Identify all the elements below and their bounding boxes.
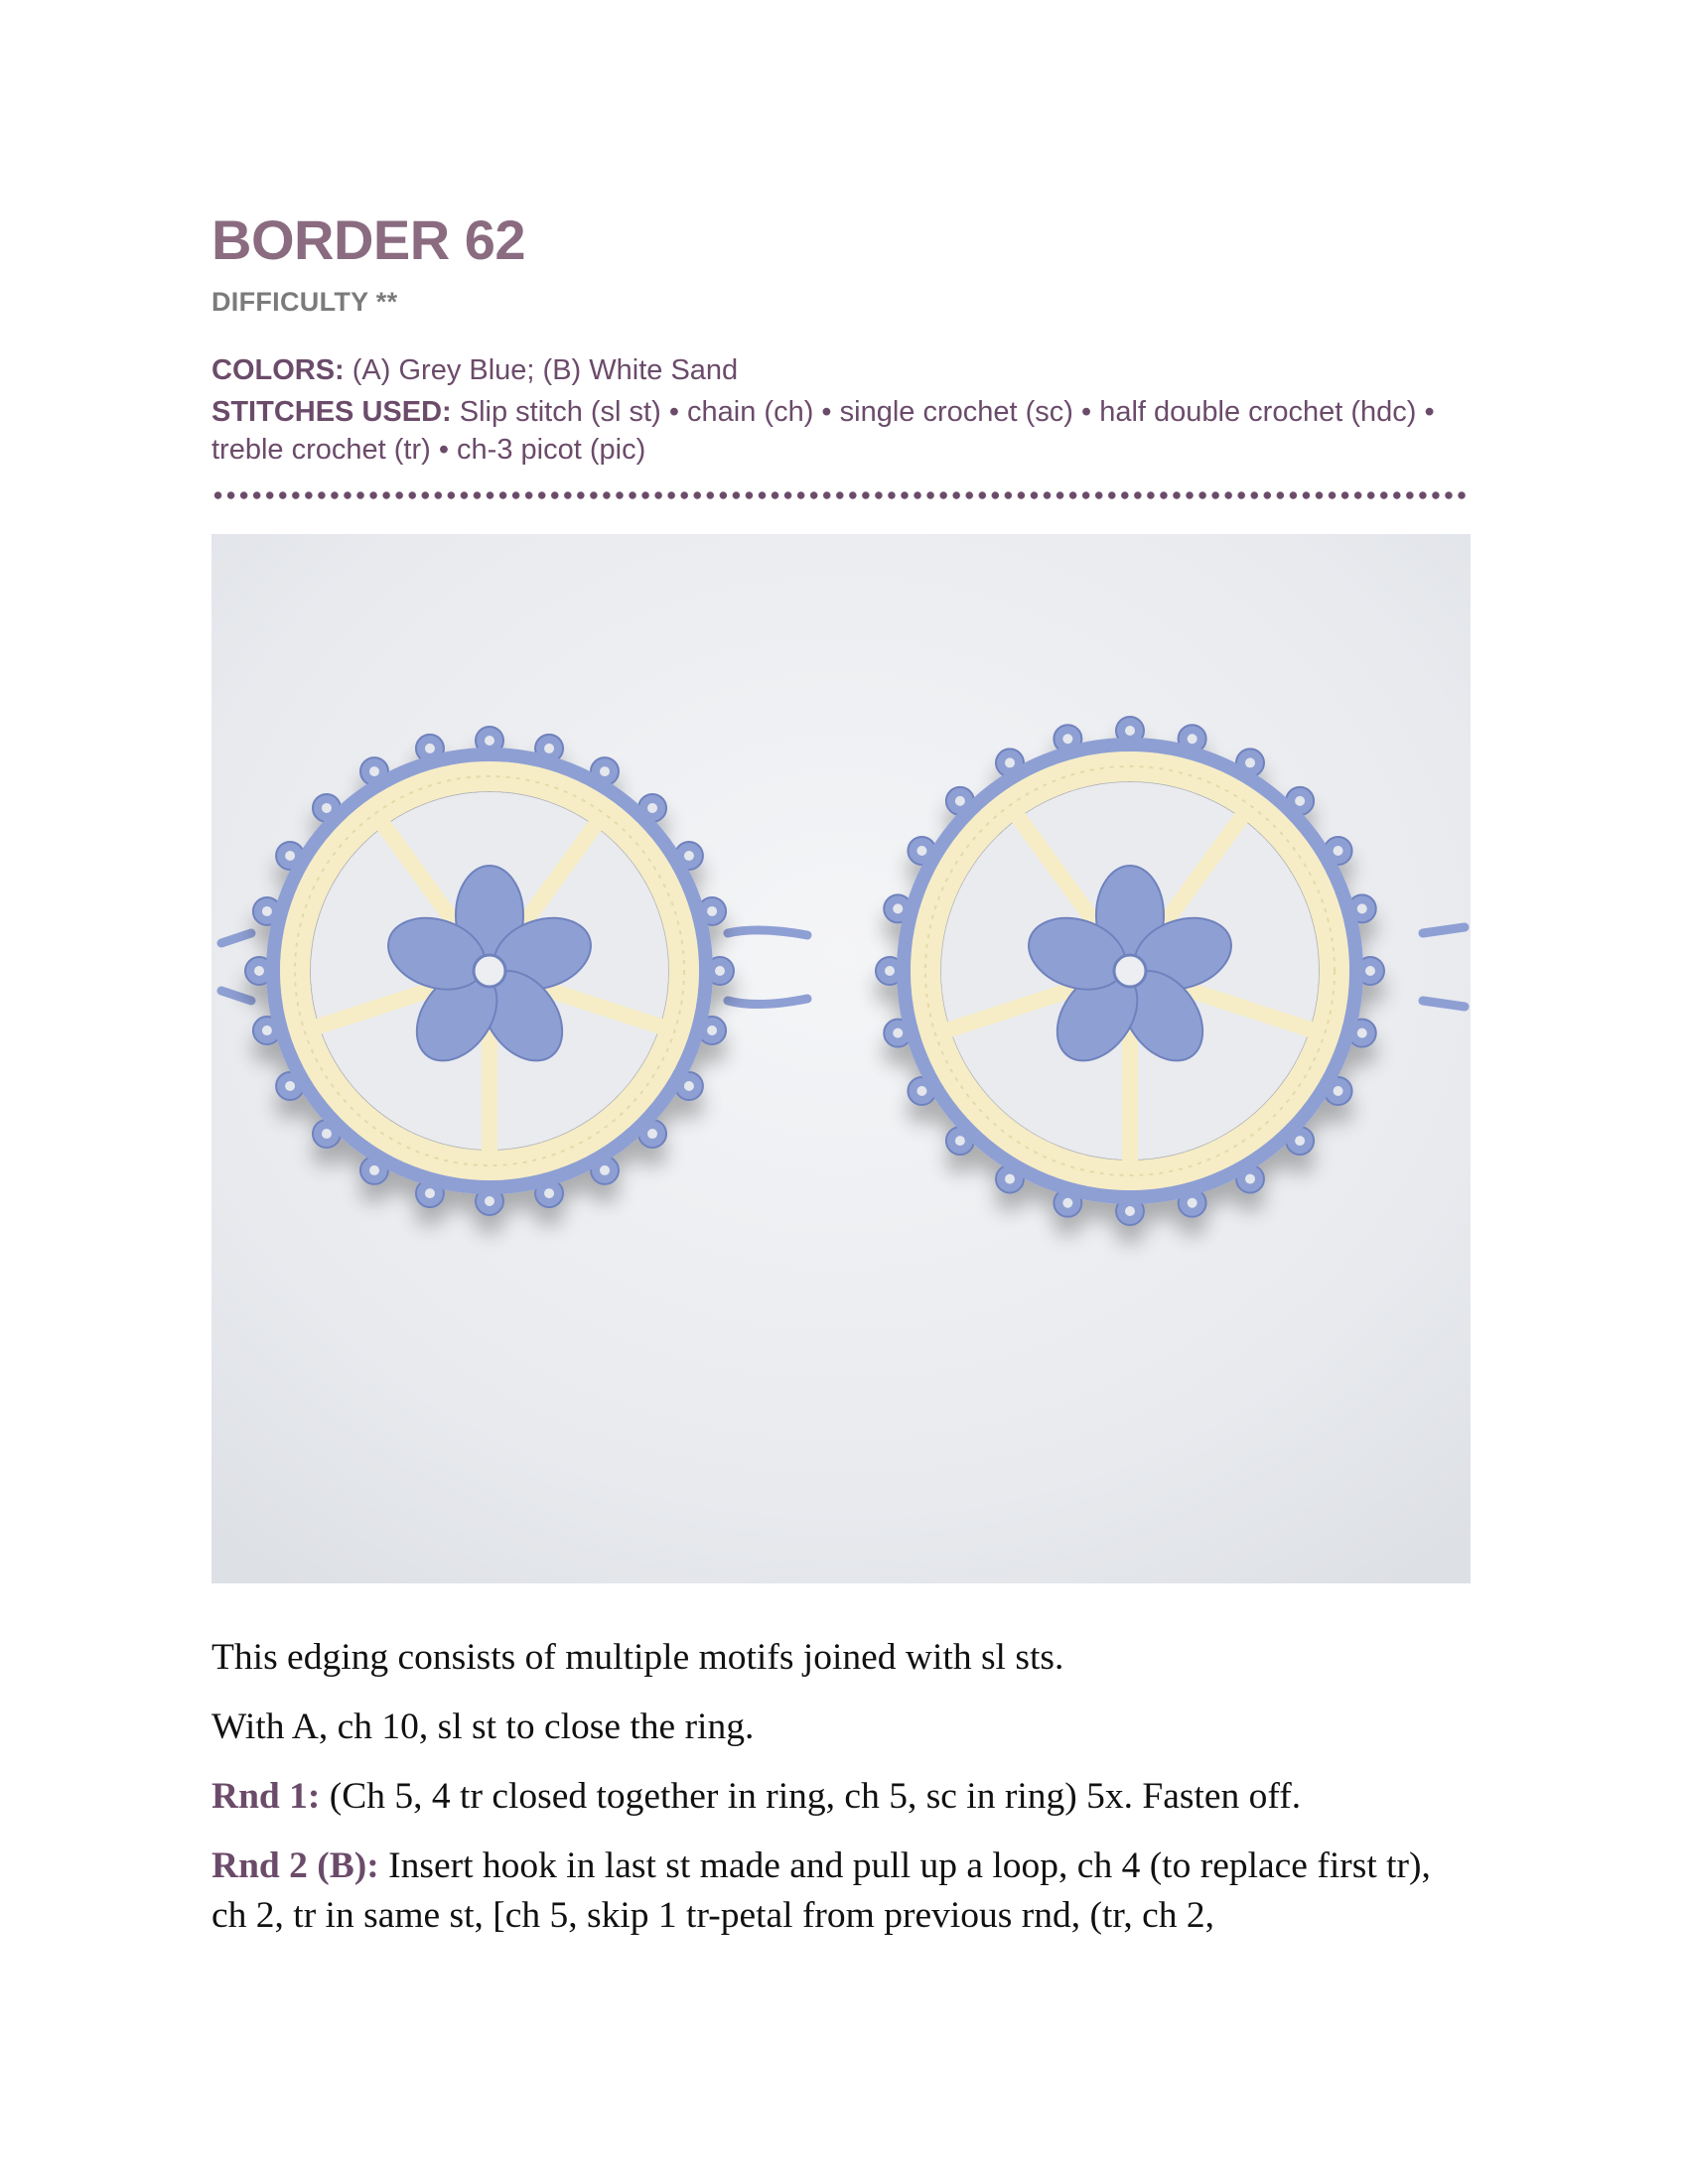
start-paragraph: With A, ch 10, sl st to close the ring. bbox=[211, 1706, 755, 1747]
border-photo bbox=[211, 534, 1471, 1583]
colors-line bbox=[211, 351, 1470, 389]
motif-right bbox=[876, 717, 1384, 1225]
stitches-value: Slip stitch (sl st) • chain (ch) • single crochet (sc) • half double crochet (hdc) • treble crochet (tr) • ch-3 picot (pic) bbox=[211, 396, 1435, 466]
dotted-divider bbox=[211, 488, 1470, 502]
instructions bbox=[211, 1633, 1470, 1961]
stitches-label: STITCHES USED: bbox=[211, 396, 452, 428]
intro-paragraph: This edging consists of multiple motifs joined with sl sts. bbox=[211, 1637, 1064, 1678]
round-1-text: (Ch 5, 4 tr closed together in ring, ch 5, sc in ring) 5x. Fasten off. bbox=[320, 1776, 1302, 1817]
colors-label: COLORS: bbox=[211, 354, 345, 386]
stitches-line bbox=[211, 393, 1470, 469]
round-2-label: Rnd 2 (B): bbox=[211, 1845, 379, 1886]
round-1-label: Rnd 1: bbox=[211, 1776, 321, 1817]
difficulty-rating: DIFFICULTY ** bbox=[211, 287, 398, 317]
pattern-title: BORDER 62 bbox=[211, 208, 526, 271]
crochet-motifs-illustration bbox=[211, 534, 1471, 1583]
colors-value: (A) Grey Blue; (B) White Sand bbox=[344, 354, 739, 386]
round-2-paragraph bbox=[211, 1842, 1470, 1941]
motif-left bbox=[245, 727, 734, 1215]
pattern-header bbox=[211, 208, 1470, 502]
round-2-text: Insert hook in last st made and pull up a loop, ch 4 (to replace first tr), ch 2, tr in same st, [ch 5, skip 1 tr-petal from previous rnd, (tr, ch 2, bbox=[211, 1845, 1431, 1936]
round-1-paragraph bbox=[211, 1772, 1470, 1822]
